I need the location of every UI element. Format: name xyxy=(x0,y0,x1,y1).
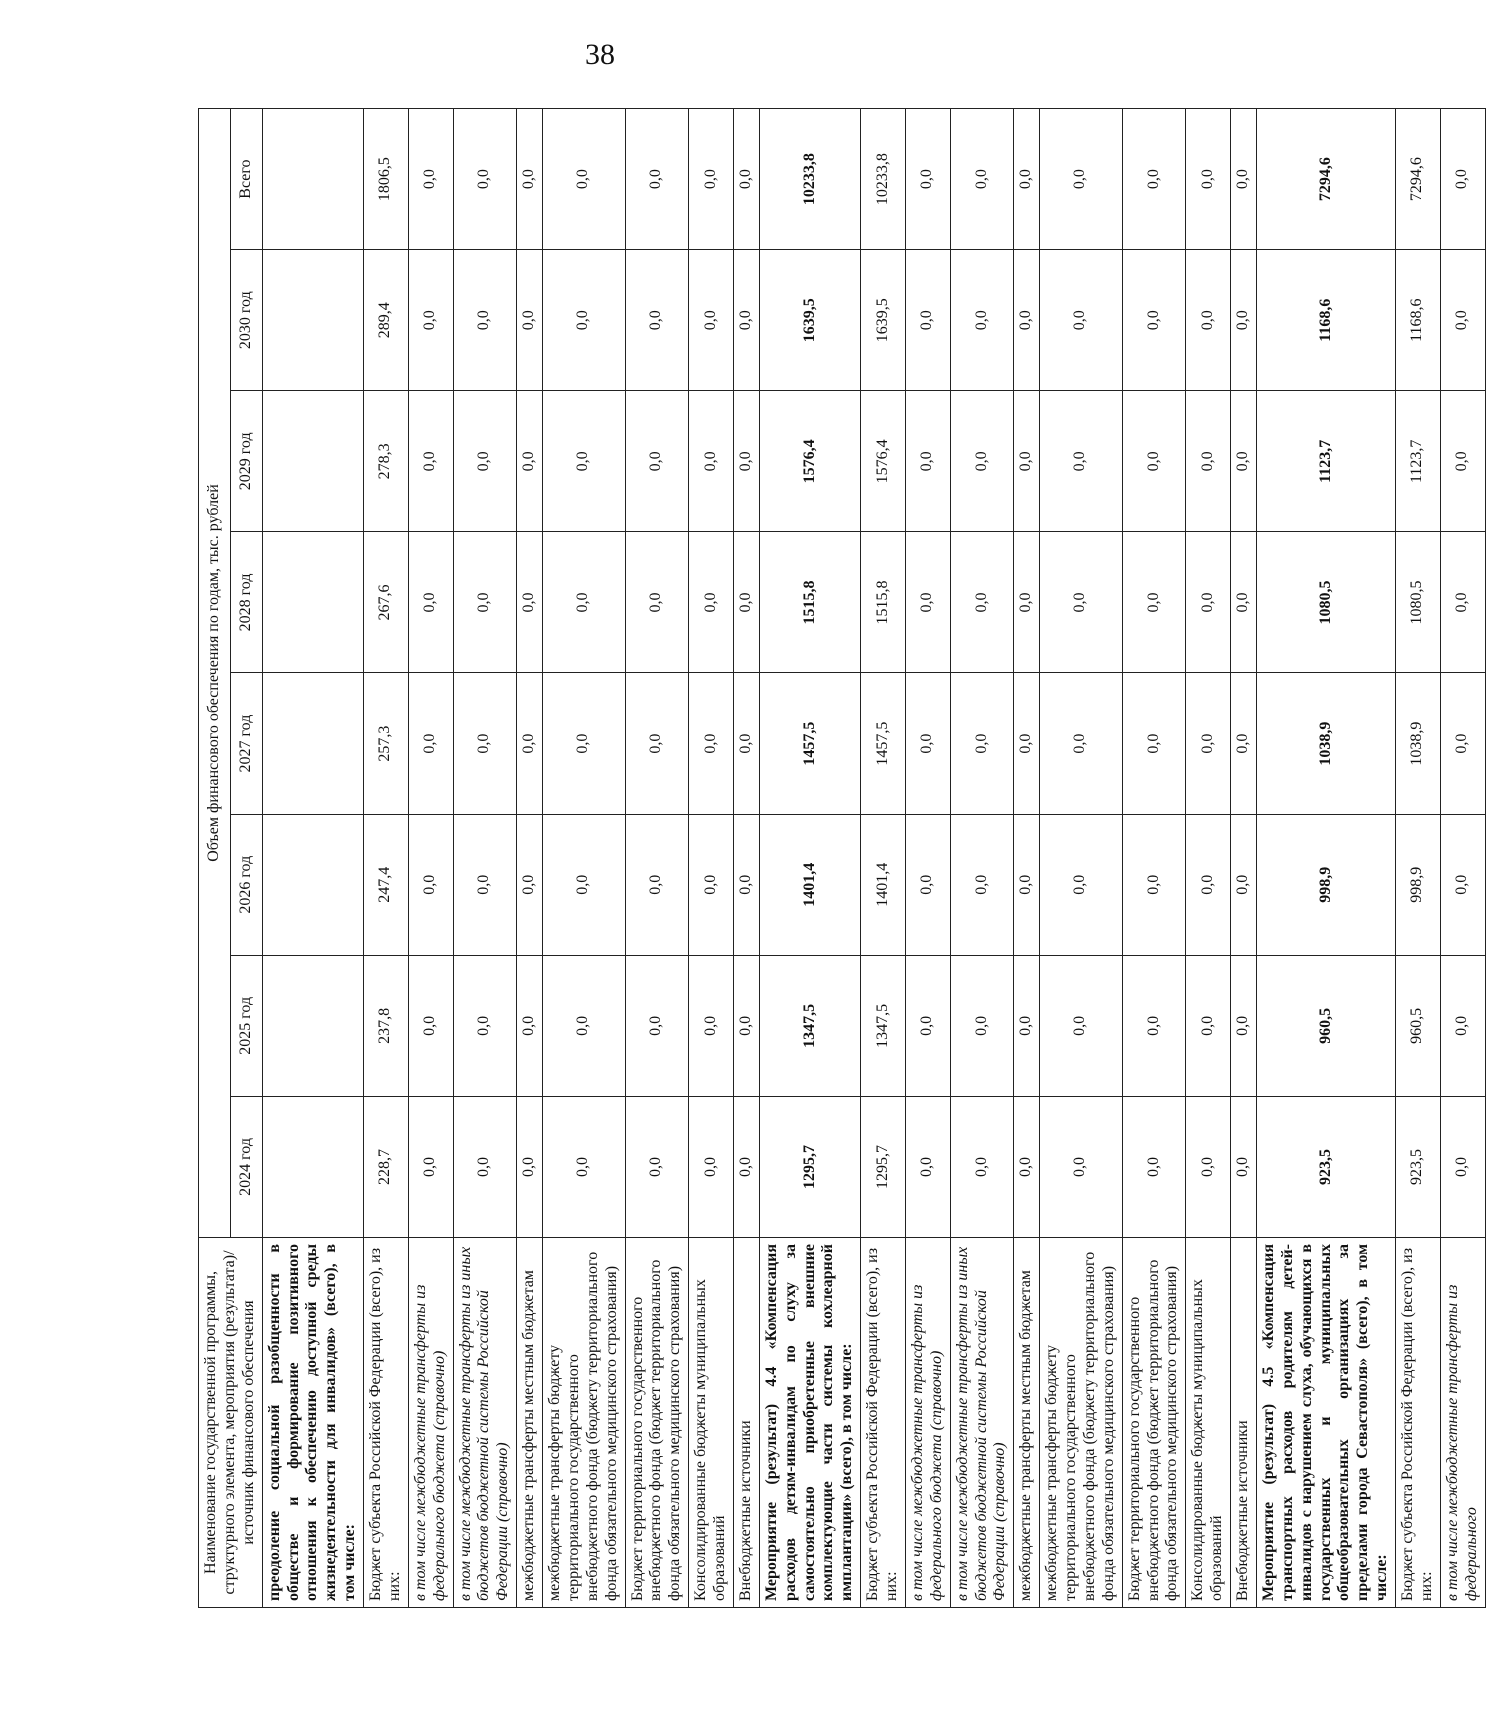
header-year: 2029 год xyxy=(230,391,262,532)
row-year-cell: 0,0 xyxy=(1231,532,1257,673)
row-year-cell: 0,0 xyxy=(408,673,453,814)
row-year-cell: 0,0 xyxy=(408,955,453,1096)
row-label: межбюджетные трансферты бюджету территориального государственного внебюджетного фонда (бюджету территориального фонда обязательного медицинского страхования) xyxy=(1040,1238,1123,1608)
row-year-cell: 0,0 xyxy=(517,673,543,814)
row-label: Бюджет территориального государственного внебюджетного фонда (бюджет территориального фонда обязательного медицинского страхования) xyxy=(1122,1238,1186,1608)
row-total-cell: 0,0 xyxy=(453,109,517,250)
row-year-cell: 0,0 xyxy=(453,1096,517,1237)
row-year-cell: 0,0 xyxy=(517,1096,543,1237)
header-year: 2025 год xyxy=(230,955,262,1096)
row-year-cell: 0,0 xyxy=(1122,955,1186,1096)
header-year: 2028 год xyxy=(230,532,262,673)
row-year-cell: 289,4 xyxy=(364,250,409,391)
row-total-cell: 0,0 xyxy=(1186,109,1231,250)
row-year-cell: 1123,7 xyxy=(1256,391,1395,532)
row-year-cell: 0,0 xyxy=(689,391,734,532)
row-year-cell: 1347,5 xyxy=(759,955,860,1096)
row-year-cell: 0,0 xyxy=(1440,1096,1485,1237)
row-label: Мероприятие (результат) 4.5 «Компенсация транспортных расходов родителям детей-инвалидов с нарушением слуха, обучающихся в государственных и муниципальных общеобразовательных организациях за пределами города Севастополя» (всего), в том числе: xyxy=(1256,1238,1395,1608)
row-year-cell: 0,0 xyxy=(733,814,759,955)
row-year-cell: 0,0 xyxy=(1040,673,1123,814)
row-year-cell: 0,0 xyxy=(517,250,543,391)
row-year-cell: 0,0 xyxy=(517,391,543,532)
table-row xyxy=(1396,109,1441,1608)
header-name-column: Наименование государственной программы, структурного элемента, мероприятия (результата)/источник финансового обеспечения xyxy=(199,1238,263,1608)
row-year-cell: 0,0 xyxy=(905,814,950,955)
header-year: 2024 год xyxy=(230,1096,262,1237)
row-year-cell: 0,0 xyxy=(1231,673,1257,814)
header-total: Всего xyxy=(230,109,262,250)
row-year-cell: 0,0 xyxy=(408,814,453,955)
row-year-cell: 0,0 xyxy=(1231,250,1257,391)
row-year-cell: 0,0 xyxy=(1186,532,1231,673)
row-year-cell: 1515,8 xyxy=(861,532,906,673)
row-year-cell: 0,0 xyxy=(733,532,759,673)
row-year-cell: 0,0 xyxy=(905,673,950,814)
row-total-cell: 0,0 xyxy=(950,109,1014,250)
table-row xyxy=(733,109,759,1608)
row-label: Бюджет субъекта Российской Федерации (всего), из них: xyxy=(364,1238,409,1608)
row-year-cell: 0,0 xyxy=(1186,814,1231,955)
row-label: в том числе межбюджетные трансферты из иных бюджетов бюджетной системы Российской Федерации (справочно) xyxy=(950,1238,1014,1608)
row-year-cell: 0,0 xyxy=(1040,814,1123,955)
row-year-cell: 0,0 xyxy=(733,955,759,1096)
header-year: 2030 год xyxy=(230,250,262,391)
row-year-cell: 0,0 xyxy=(517,532,543,673)
row-total-cell: 0,0 xyxy=(1231,109,1257,250)
row-label: в том числе межбюджетные трансферты из иных бюджетов бюджетной системы Российской Федерации (справочно) xyxy=(453,1238,517,1608)
row-year-cell: 0,0 xyxy=(950,673,1014,814)
row-label: межбюджетные трансферты бюджету территориального государственного внебюджетного фонда (бюджету территориального фонда обязательного медицинского страхования) xyxy=(543,1238,626,1608)
row-year-cell: 0,0 xyxy=(905,391,950,532)
row-year-cell: 0,0 xyxy=(543,1096,626,1237)
row-year-cell: 0,0 xyxy=(1231,955,1257,1096)
row-year-cell: 237,8 xyxy=(364,955,409,1096)
row-year-cell: 1123,7 xyxy=(1396,391,1441,532)
row-year-cell: 0,0 xyxy=(1186,955,1231,1096)
row-year-cell: 0,0 xyxy=(905,1096,950,1237)
row-year-cell: 1080,5 xyxy=(1396,532,1441,673)
row-year-cell: 960,5 xyxy=(1396,955,1441,1096)
table-row xyxy=(364,109,409,1608)
row-total-cell: 0,0 xyxy=(1040,109,1123,250)
row-label: Консолидированные бюджеты муниципальных образований xyxy=(1186,1238,1231,1608)
row-year-cell: 0,0 xyxy=(1186,673,1231,814)
row-year-cell xyxy=(262,955,363,1096)
row-year-cell: 0,0 xyxy=(625,955,689,1096)
row-year-cell: 0,0 xyxy=(453,673,517,814)
row-year-cell: 0,0 xyxy=(625,673,689,814)
row-year-cell: 923,5 xyxy=(1256,1096,1395,1237)
row-year-cell: 1401,4 xyxy=(759,814,860,955)
row-year-cell: 1576,4 xyxy=(861,391,906,532)
row-year-cell: 0,0 xyxy=(1014,250,1040,391)
row-total-cell: 0,0 xyxy=(625,109,689,250)
row-year-cell: 1401,4 xyxy=(861,814,906,955)
row-year-cell: 0,0 xyxy=(625,250,689,391)
header-year: 2027 год xyxy=(230,673,262,814)
row-total-cell: 0,0 xyxy=(1122,109,1186,250)
row-label: Бюджет территориального государственного внебюджетного фонда (бюджет территориального фонда обязательного медицинского страхования) xyxy=(625,1238,689,1608)
table-row xyxy=(453,109,517,1608)
row-year-cell: 0,0 xyxy=(1440,532,1485,673)
row-total-cell: 7294,6 xyxy=(1256,109,1395,250)
table-row xyxy=(1256,109,1395,1608)
row-year-cell: 0,0 xyxy=(1040,955,1123,1096)
row-total-cell: 0,0 xyxy=(689,109,734,250)
row-year-cell: 0,0 xyxy=(543,673,626,814)
row-year-cell: 0,0 xyxy=(1440,673,1485,814)
row-year-cell: 0,0 xyxy=(689,814,734,955)
row-year-cell xyxy=(262,673,363,814)
row-label: в том числе межбюджетные трансферты из федерального xyxy=(1440,1238,1485,1608)
row-year-cell: 0,0 xyxy=(1122,250,1186,391)
row-label: межбюджетные трансферты местным бюджетам xyxy=(1014,1238,1040,1608)
row-year-cell: 0,0 xyxy=(453,391,517,532)
row-year-cell: 0,0 xyxy=(1122,391,1186,532)
row-year-cell: 0,0 xyxy=(1122,532,1186,673)
row-total-cell: 0,0 xyxy=(408,109,453,250)
row-year-cell xyxy=(262,532,363,673)
row-year-cell: 0,0 xyxy=(1440,955,1485,1096)
table-row xyxy=(625,109,689,1608)
row-year-cell: 0,0 xyxy=(625,391,689,532)
row-year-cell: 1038,9 xyxy=(1396,673,1441,814)
rotated-table-container xyxy=(198,108,1480,1608)
row-year-cell: 0,0 xyxy=(1440,391,1485,532)
row-total-cell: 0,0 xyxy=(543,109,626,250)
row-year-cell: 0,0 xyxy=(408,1096,453,1237)
row-label: Внебюджетные источники xyxy=(1231,1238,1257,1608)
table-row xyxy=(905,109,950,1608)
row-total-cell: 7294,6 xyxy=(1396,109,1441,250)
row-year-cell: 0,0 xyxy=(453,532,517,673)
row-year-cell: 1295,7 xyxy=(861,1096,906,1237)
row-total-cell: 0,0 xyxy=(733,109,759,250)
page-number: 38 xyxy=(585,38,615,71)
table-row xyxy=(759,109,860,1608)
row-year-cell: 0,0 xyxy=(950,250,1014,391)
row-year-cell: 0,0 xyxy=(950,532,1014,673)
row-total-cell: 0,0 xyxy=(1014,109,1040,250)
row-year-cell: 0,0 xyxy=(733,673,759,814)
row-year-cell: 0,0 xyxy=(905,250,950,391)
row-label: Бюджет субъекта Российской Федерации (всего), из них: xyxy=(861,1238,906,1608)
row-year-cell: 0,0 xyxy=(905,955,950,1096)
row-year-cell: 278,3 xyxy=(364,391,409,532)
row-year-cell: 1639,5 xyxy=(759,250,860,391)
row-year-cell: 0,0 xyxy=(689,1096,734,1237)
row-year-cell: 0,0 xyxy=(1122,1096,1186,1237)
row-label: Мероприятие (результат) 4.4 «Компенсация расходов детям-инвалидам по слуху за самостоятельно приобретенные внешние комплектующие части системы кохлеарной имплантации» (всего), в том числе: xyxy=(759,1238,860,1608)
table-row xyxy=(1040,109,1123,1608)
row-label: межбюджетные трансферты местным бюджетам xyxy=(517,1238,543,1608)
row-year-cell: 1639,5 xyxy=(861,250,906,391)
row-year-cell: 0,0 xyxy=(950,1096,1014,1237)
table-body xyxy=(262,109,1485,1608)
row-year-cell: 247,4 xyxy=(364,814,409,955)
row-year-cell: 0,0 xyxy=(1231,1096,1257,1237)
row-year-cell xyxy=(262,391,363,532)
table-row xyxy=(1231,109,1257,1608)
row-total-cell: 10233,8 xyxy=(861,109,906,250)
row-year-cell: 1457,5 xyxy=(759,673,860,814)
row-year-cell: 0,0 xyxy=(408,250,453,391)
table-row xyxy=(950,109,1014,1608)
row-year-cell: 0,0 xyxy=(543,532,626,673)
row-total-cell: 10233,8 xyxy=(759,109,860,250)
row-year-cell: 0,0 xyxy=(1040,391,1123,532)
row-label: Внебюджетные источники xyxy=(733,1238,759,1608)
row-year-cell: 0,0 xyxy=(1040,1096,1123,1237)
row-year-cell: 228,7 xyxy=(364,1096,409,1237)
row-year-cell: 0,0 xyxy=(517,814,543,955)
row-label: в том числе межбюджетные трансферты из федерального бюджета (справочно) xyxy=(905,1238,950,1608)
row-year-cell: 0,0 xyxy=(1040,250,1123,391)
header-year: 2026 год xyxy=(230,814,262,955)
row-year-cell: 0,0 xyxy=(517,955,543,1096)
table-row xyxy=(543,109,626,1608)
row-label: преодоление социальной разобщенности в обществе и формирование позитивного отношения к обеспечению доступной среды жизнедеятельности для инвалидов» (всего), в том числе: xyxy=(262,1238,363,1608)
row-year-cell: 0,0 xyxy=(408,532,453,673)
row-year-cell xyxy=(262,250,363,391)
row-year-cell: 998,9 xyxy=(1256,814,1395,955)
row-year-cell: 1168,6 xyxy=(1396,250,1441,391)
row-year-cell: 0,0 xyxy=(453,814,517,955)
row-year-cell: 257,3 xyxy=(364,673,409,814)
row-year-cell: 0,0 xyxy=(625,532,689,673)
row-year-cell: 1515,8 xyxy=(759,532,860,673)
row-year-cell: 923,5 xyxy=(1396,1096,1441,1237)
row-year-cell: 1080,5 xyxy=(1256,532,1395,673)
row-year-cell: 0,0 xyxy=(1040,532,1123,673)
row-year-cell: 0,0 xyxy=(950,955,1014,1096)
row-total-cell: 1806,5 xyxy=(364,109,409,250)
row-year-cell: 0,0 xyxy=(453,955,517,1096)
row-year-cell: 0,0 xyxy=(1014,955,1040,1096)
row-year-cell: 0,0 xyxy=(733,1096,759,1237)
row-year-cell: 1576,4 xyxy=(759,391,860,532)
row-year-cell: 0,0 xyxy=(1014,814,1040,955)
row-year-cell: 0,0 xyxy=(733,391,759,532)
row-year-cell: 0,0 xyxy=(1440,250,1485,391)
row-year-cell: 0,0 xyxy=(625,1096,689,1237)
row-year-cell: 0,0 xyxy=(950,391,1014,532)
row-year-cell: 0,0 xyxy=(543,391,626,532)
table-row xyxy=(1014,109,1040,1608)
row-year-cell: 0,0 xyxy=(905,532,950,673)
row-year-cell: 0,0 xyxy=(1186,391,1231,532)
table-row xyxy=(1440,109,1485,1608)
table-row xyxy=(861,109,906,1608)
table-row xyxy=(262,109,363,1608)
row-total-cell: 0,0 xyxy=(1440,109,1485,250)
row-year-cell: 1038,9 xyxy=(1256,673,1395,814)
row-year-cell: 0,0 xyxy=(1014,532,1040,673)
row-year-cell: 1347,5 xyxy=(861,955,906,1096)
row-year-cell: 0,0 xyxy=(689,673,734,814)
row-year-cell xyxy=(262,1096,363,1237)
row-year-cell: 1295,7 xyxy=(759,1096,860,1237)
row-year-cell: 0,0 xyxy=(1014,391,1040,532)
row-year-cell: 0,0 xyxy=(1014,673,1040,814)
row-year-cell: 0,0 xyxy=(408,391,453,532)
row-year-cell: 0,0 xyxy=(1122,673,1186,814)
row-total-cell xyxy=(262,109,363,250)
row-year-cell: 0,0 xyxy=(1014,1096,1040,1237)
row-year-cell: 0,0 xyxy=(1440,814,1485,955)
table-row xyxy=(1122,109,1186,1608)
row-label: Бюджет субъекта Российской Федерации (всего), из них: xyxy=(1396,1238,1441,1608)
row-total-cell: 0,0 xyxy=(905,109,950,250)
row-year-cell: 0,0 xyxy=(733,250,759,391)
row-year-cell: 0,0 xyxy=(625,814,689,955)
table-row xyxy=(689,109,734,1608)
row-year-cell: 998,9 xyxy=(1396,814,1441,955)
row-year-cell: 960,5 xyxy=(1256,955,1395,1096)
row-year-cell: 0,0 xyxy=(543,814,626,955)
row-total-cell: 0,0 xyxy=(517,109,543,250)
row-year-cell: 0,0 xyxy=(453,250,517,391)
row-label: в том числе межбюджетные трансферты из федерального бюджета (справочно) xyxy=(408,1238,453,1608)
row-label: Консолидированные бюджеты муниципальных образований xyxy=(689,1238,734,1608)
row-year-cell: 0,0 xyxy=(689,955,734,1096)
row-year-cell: 0,0 xyxy=(1186,1096,1231,1237)
row-year-cell: 0,0 xyxy=(1186,250,1231,391)
row-year-cell: 0,0 xyxy=(689,250,734,391)
table-row xyxy=(517,109,543,1608)
row-year-cell: 267,6 xyxy=(364,532,409,673)
row-year-cell: 0,0 xyxy=(543,250,626,391)
row-year-cell: 0,0 xyxy=(1231,391,1257,532)
row-year-cell: 0,0 xyxy=(1122,814,1186,955)
table-row xyxy=(1186,109,1231,1608)
row-year-cell: 0,0 xyxy=(689,532,734,673)
header-group: Объем финансового обеспечения по годам, тыс. рублей xyxy=(199,109,231,1238)
financing-table xyxy=(198,108,1486,1608)
row-year-cell: 0,0 xyxy=(950,814,1014,955)
table-row xyxy=(408,109,453,1608)
row-year-cell: 0,0 xyxy=(1231,814,1257,955)
row-year-cell: 1457,5 xyxy=(861,673,906,814)
row-year-cell: 1168,6 xyxy=(1256,250,1395,391)
row-year-cell xyxy=(262,814,363,955)
row-year-cell: 0,0 xyxy=(543,955,626,1096)
